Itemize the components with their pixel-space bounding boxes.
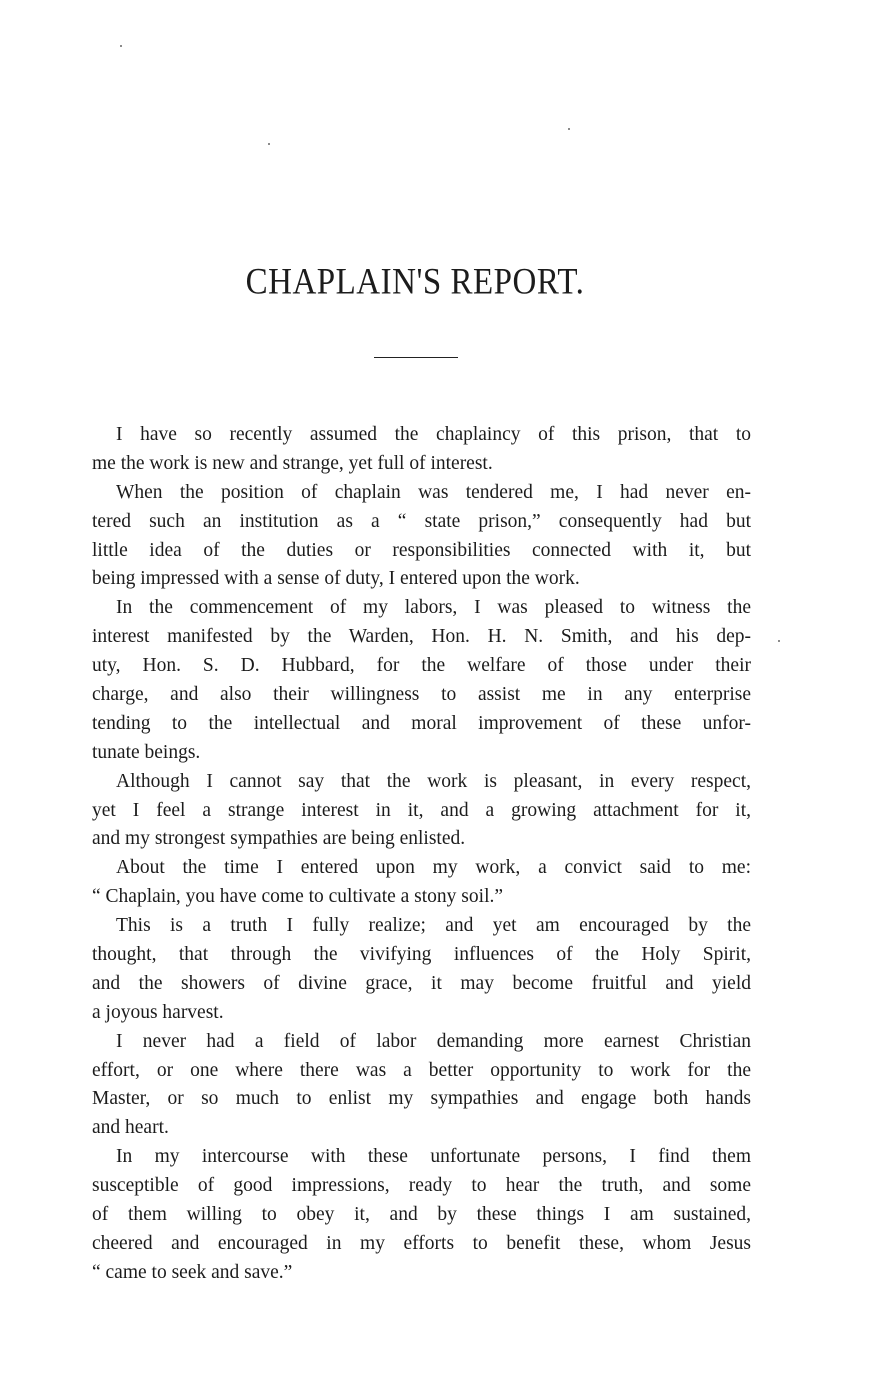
text-line: and heart.: [92, 1117, 169, 1139]
text-line: little idea of the duties or responsibilities connected with it, but: [92, 539, 751, 561]
text-line: uty, Hon. S. D. Hubbard, for the welfare of those under their: [92, 655, 751, 677]
text-line: a joyous harvest.: [92, 1001, 224, 1023]
page-title: CHAPLAIN'S REPORT.: [245, 262, 585, 303]
text-line: This is a truth I fully realize; and yet am encouraged by the: [116, 915, 751, 937]
text-line: interest manifested by the Warden, Hon. H. N. Smith, and his dep-: [92, 626, 751, 648]
text-line: effort, or one where there was a better opportunity to work for the: [92, 1059, 751, 1081]
text-line: “ Chaplain, you have come to cultivate a stony soil.”: [92, 886, 504, 908]
text-line: I have so recently assumed the chaplaincy of this prison, that to: [116, 424, 751, 445]
text-line: being impressed with a sense of duty, I entered upon the work.: [92, 568, 580, 590]
text-line: In my intercourse with these unfortunate persons, I find them: [116, 1146, 751, 1168]
text-line: About the time I entered upon my work, a convict said to me:: [116, 857, 751, 879]
text-line: tunate beings.: [92, 741, 201, 763]
text-line: I never had a field of labor demanding more earnest Christian: [116, 1030, 751, 1052]
title-rule: [374, 357, 458, 358]
text-line: charge, and also their willingness to assist me in any enterprise: [92, 684, 751, 706]
text-line: and my strongest sympathies are being enlisted.: [92, 828, 466, 850]
report-body: [92, 421, 751, 1288]
text-line: susceptible of good impressions, ready to hear the truth, and some: [92, 1175, 751, 1197]
scan-speck: [568, 128, 570, 130]
text-line: tered such an institution as a “ state prison,” consequently had but: [92, 510, 751, 532]
text-line: When the position of chaplain was tendered me, I had never en-: [116, 481, 751, 503]
text-line: of them willing to obey it, and by these things I am sustained,: [92, 1204, 751, 1226]
scan-speck: [120, 45, 122, 47]
scan-speck: [268, 143, 270, 145]
text-line: and the showers of divine grace, it may become fruitful and yield: [92, 972, 751, 994]
text-line: “ came to seek and save.”: [92, 1261, 293, 1283]
text-line: Master, or so much to enlist my sympathies and engage both hands: [92, 1088, 751, 1110]
scan-speck: [778, 640, 780, 642]
text-line: Although I cannot say that the work is pleasant, in every respect,: [116, 770, 751, 792]
text-line: yet I feel a strange interest in it, and a growing attachment for it,: [92, 799, 751, 821]
text-line: thought, that through the vivifying influences of the Holy Spirit,: [92, 944, 751, 966]
text-line: tending to the intellectual and moral improvement of these unfor-: [92, 712, 751, 734]
text-line: In the commencement of my labors, I was pleased to witness the: [116, 597, 751, 619]
text-line: me the work is new and strange, yet full of interest.: [92, 452, 493, 474]
text-line: cheered and encouraged in my efforts to benefit these, whom Jesus: [92, 1232, 751, 1254]
